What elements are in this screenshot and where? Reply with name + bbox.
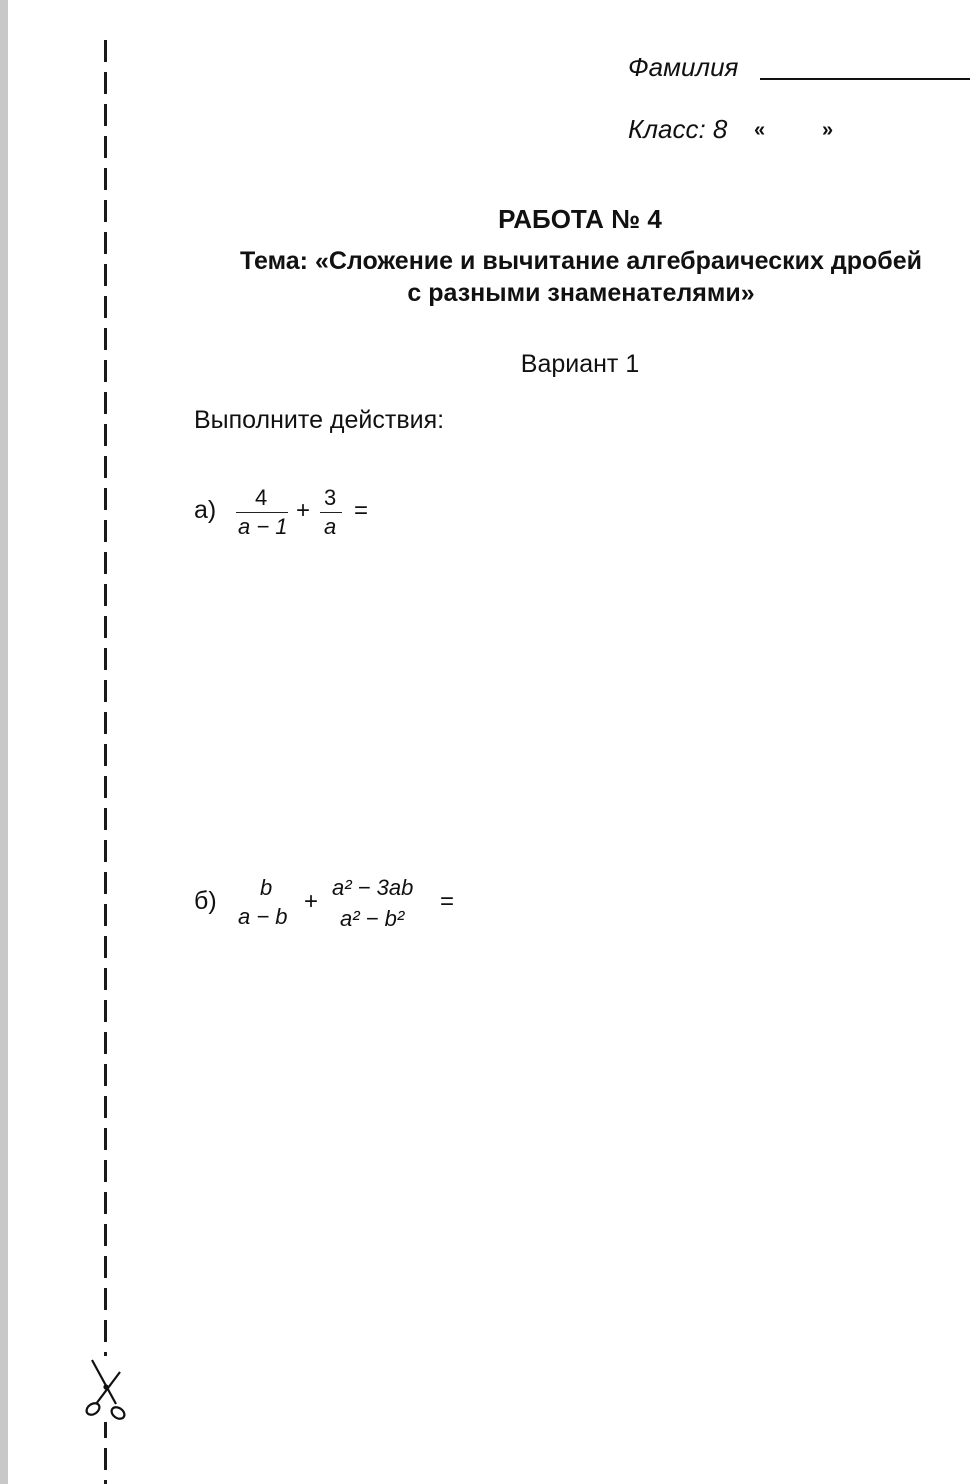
task-b-fraction1-numerator: b [260,875,273,900]
task-a-fraction2-bar [320,512,342,513]
class-quote-close: » [822,119,834,141]
task-a-equals: = [354,497,369,524]
task-b-operator: + [304,888,319,915]
class-quote-open: « [754,119,766,141]
task-a-fraction2-numerator: 3 [324,485,337,510]
scissors-icon [80,1356,130,1422]
task-a-fraction2-denominator: a [324,514,337,539]
task-b-fraction2-numerator: a² − 3ab [332,875,414,900]
instruction: Выполните действия: [194,406,445,434]
task-b-fraction2-denominator: a² − b² [340,906,405,931]
task-a-operator: + [296,497,311,524]
task-a-label: а) [194,496,217,524]
topic [186,245,970,309]
class-label: Класс: 8 [628,114,728,144]
page-edge-strip [0,0,8,1484]
variant-label: Вариант 1 [520,350,640,378]
surname-label: Фамилия [628,52,739,82]
task-a-fraction1-bar [236,512,288,513]
cut-line [104,40,107,1484]
work-title: РАБОТА № 4 [498,204,662,234]
task-a-fraction1-numerator: 4 [255,485,268,510]
task-a-fraction1-denominator: a − 1 [238,514,288,539]
topic-line-2: с разными знаменателями» [407,279,755,307]
task-b-equals: = [440,888,455,915]
task-b-label: б) [194,887,217,915]
topic-line-1: Тема: «Сложение и вычитание алгебраических дробей [240,247,922,275]
surname-input-line[interactable] [760,78,970,80]
task-b-fraction1-denominator: a − b [238,904,288,929]
